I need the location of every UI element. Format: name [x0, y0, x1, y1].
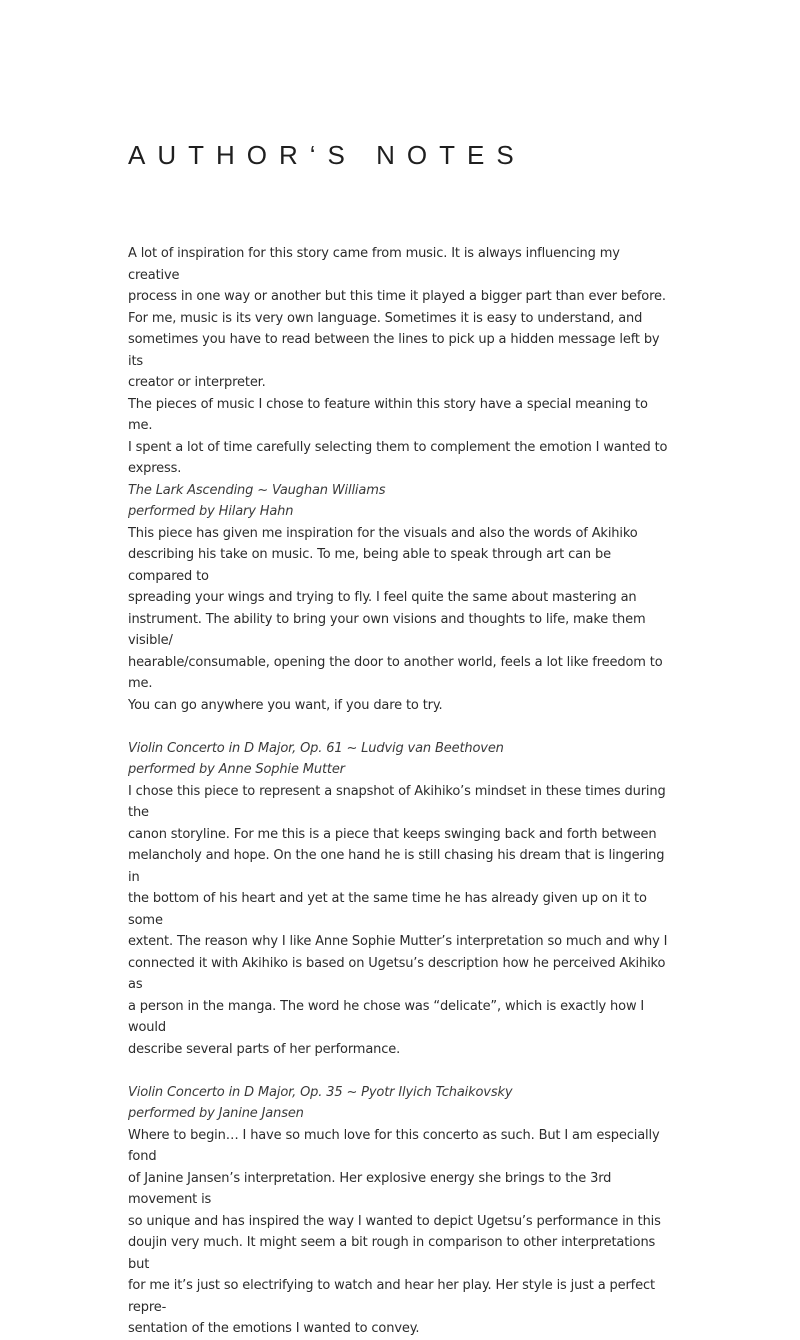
paragraph-line: sentation of the emotions I wanted to convey. — [128, 1321, 420, 1336]
paragraph-line: of Janine Jansen’s interpretation. Her explosive energy she brings to the 3rd movement is — [128, 1170, 612, 1207]
performer-line: performed by Janine Jansen — [128, 1106, 304, 1121]
notes-body — [128, 243, 673, 1340]
paragraph-line: extent. The reason why I like Anne Sophie Mutter’s interpretation so much and why I — [128, 934, 668, 949]
section-paragraph — [128, 523, 673, 717]
paragraph-line: hearable/consumable, opening the door to another world, feels a lot like freedom to me. — [128, 654, 663, 691]
intro-line: process in one way or another but this time it played a bigger part than ever before. — [128, 289, 666, 304]
paragraph-line: melancholy and hope. On the one hand he is still chasing his dream that is lingering in — [128, 848, 665, 885]
paragraph-line: a person in the manga. The word he chose was “delicate”, which is exactly how I would — [128, 998, 645, 1035]
paragraph-line: describing his take on music. To me, being able to speak through art can be compared to — [128, 547, 611, 584]
paragraph-line: for me it’s just so electrifying to watch and hear her play. Her style is just a perfect repre- — [128, 1278, 655, 1315]
intro-line: creator or interpreter. — [128, 375, 266, 390]
performer-line: performed by Anne Sophie Mutter — [128, 762, 345, 777]
performer-line: performed by Hilary Hahn — [128, 504, 294, 519]
paragraph-line: canon storyline. For me this is a piece that keeps swinging back and forth between — [128, 826, 657, 842]
paragraph-line: the bottom of his heart and yet at the same time he has already given up on it to some — [128, 891, 647, 928]
paragraph-line: so unique and has inspired the way I wanted to depict Ugetsu’s performance in this — [128, 1213, 661, 1229]
intro-line: sometimes you have to read between the lines to pick up a hidden message left by its — [128, 332, 660, 369]
intro-line: A lot of inspiration for this story came from music. It is always influencing my creative — [128, 246, 620, 283]
paragraph-line: describe several parts of her performance. — [128, 1041, 401, 1057]
paragraph-line: connected it with Akihiko is based on Ugetsu’s description how he perceived Akihiko as — [128, 955, 666, 992]
paragraph-line: Where to begin… I have so much love for this concerto as such. But I am especially fond — [128, 1127, 660, 1164]
paragraph-line: You can go anywhere you want, if you dare to try. — [128, 697, 443, 713]
paragraph-line: This piece has given me inspiration for the visuals and also the words of Akihiko — [128, 525, 638, 541]
intro-line: I spent a lot of time carefully selecting them to complement the emotion I wanted to — [128, 439, 668, 455]
section-paragraph — [128, 781, 673, 1061]
intro-paragraph — [128, 243, 673, 480]
intro-line: express. — [128, 461, 182, 476]
music-note-section — [128, 480, 673, 717]
intro-line: For me, music is its very own language. Sometimes it is easy to understand, and — [128, 310, 643, 326]
piece-title: The Lark Ascending ~ Vaughan Williams — [128, 482, 386, 498]
paragraph-line: instrument. The ability to bring your own visions and thoughts to life, make them visible/ — [128, 611, 646, 648]
paragraph-line: I chose this piece to represent a snapshot of Akihiko’s mindset in these times during the — [128, 783, 666, 820]
paragraph-line: doujin very much. It might seem a bit rough in comparison to other interpretations but — [128, 1235, 656, 1272]
music-note-section — [128, 1082, 673, 1340]
music-note-section — [128, 738, 673, 1061]
piece-title: Violin Concerto in D Major, Op. 61 ~ Ludvig van Beethoven — [128, 740, 504, 756]
section-paragraph — [128, 1125, 673, 1340]
paragraph-line: spreading your wings and trying to fly. I feel quite the same about mastering an — [128, 590, 637, 605]
intro-line: The pieces of music I chose to feature within this story have a special meaning to me. — [128, 396, 648, 433]
page-title: AUTHOR‘S NOTES — [128, 140, 526, 170]
piece-title: Violin Concerto in D Major, Op. 35 ~ Pyotr Ilyich Tchaikovsky — [128, 1084, 513, 1100]
